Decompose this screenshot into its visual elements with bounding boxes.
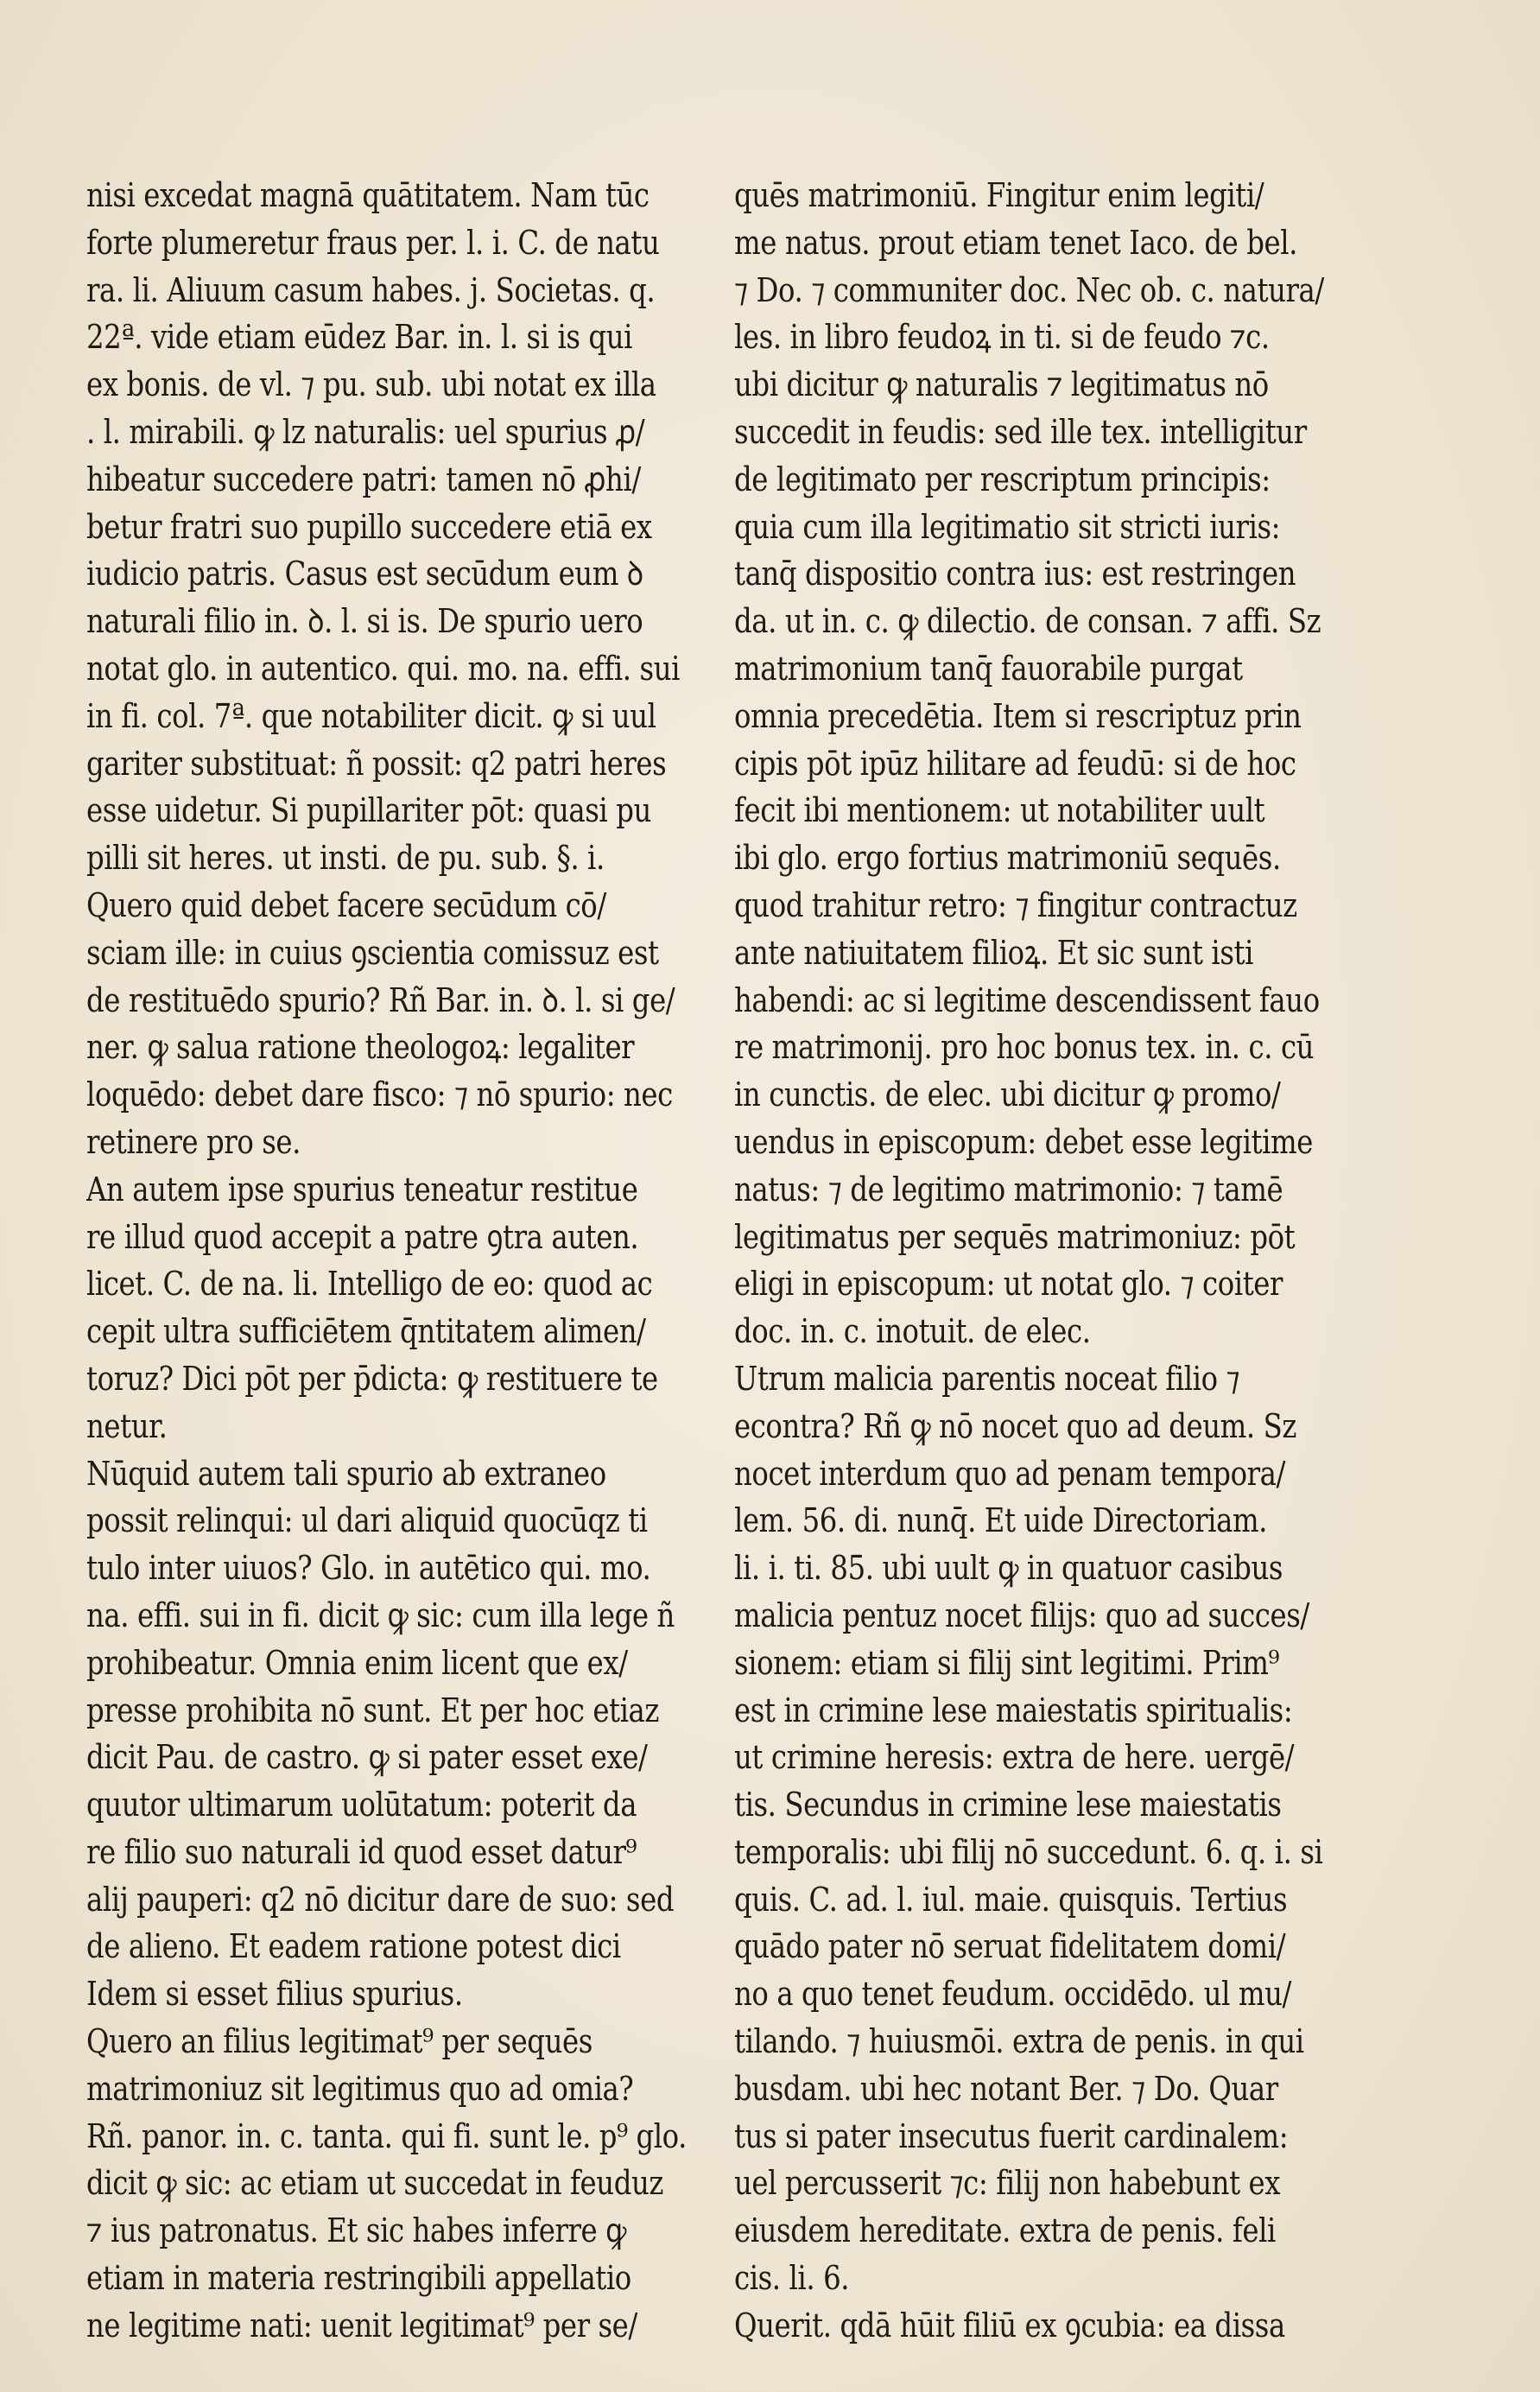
text-line: prohibeatur. Omnia enim licent que ex/	[86, 1643, 628, 1683]
text-line: esse uidetur. Si pupillariter pōt: quasi pu	[86, 791, 651, 831]
text-line: da. ut in. c. ꝙ dilectio. de consan. ⁊ affi. Sz	[734, 602, 1321, 642]
text-line: retinere pro se.	[86, 1122, 301, 1162]
text-line: alij pauperi: q2 nō dicitur dare de suo: sed	[86, 1880, 675, 1919]
text-line: tilando. ⁊ huiusmōi. extra de penis. in qui	[734, 2022, 1304, 2062]
text-line: forte plumeretur fraus per. l. i. C. de natu	[86, 223, 660, 263]
text-line: tulo inter uiuos? Glo. in autētico qui. mo.	[86, 1549, 651, 1589]
text-line: eiusdem hereditate. extra de penis. feli	[734, 2211, 1276, 2251]
text-line: uel percusserit ⁊c: filij non habebunt ex	[734, 2164, 1281, 2204]
text-line: . l. mirabili. ꝙ lz naturalis: uel spurius ꝓ/	[86, 412, 645, 452]
text-line: Utrum malicia parentis noceat filio ⁊	[734, 1359, 1240, 1399]
text-line: fecit ibi mentionem: ut notabiliter uult	[734, 791, 1265, 831]
text-line: nocet interdum quo ad penam tempora/	[734, 1454, 1286, 1494]
text-line: econtra? Rñ ꝙ nō nocet quo ad deum. Sz	[734, 1406, 1297, 1446]
text-line: betur fratri suo pupillo succedere etiā ex	[86, 507, 652, 547]
text-line: me natus. prout etiam tenet Iaco. de bel.	[734, 223, 1297, 263]
text-line: netur.	[86, 1406, 168, 1446]
text-line: hibeatur succedere patri: tamen nō ꝓhi/	[86, 460, 641, 499]
text-line: Quero an filius legitimat⁹ per sequēs	[86, 2022, 593, 2062]
text-line: cepit ultra sufficiētem q̄ntitatem alimen/	[86, 1312, 646, 1352]
text-line: pilli sit heres. ut insti. de pu. sub. §. i.	[86, 839, 605, 879]
text-line: sciam ille: in cuius ꝯscientia comissuz est	[86, 933, 659, 973]
text-line: uendus in episcopum: debet esse legitime	[734, 1122, 1313, 1162]
text-line: busdam. ubi hec notant Ber. ⁊ Do. Quar	[734, 2069, 1278, 2109]
text-line: de alieno. Et eadem ratione potest dici	[86, 1927, 621, 1967]
text-line: quādo pater nō seruat fidelitatem domi/	[734, 1927, 1286, 1967]
text-line: eligi in episcopum: ut notat glo. ⁊ coiter	[734, 1265, 1283, 1304]
text-line: quia cum illa legitimatio sit stricti iuris:	[734, 507, 1281, 547]
text-line: sionem: etiam si filij sint legitimi. Prim⁹	[734, 1643, 1280, 1683]
text-line: Quero quid debet facere secūdum cō/	[86, 885, 606, 925]
text-line: ⁊ ius patronatus. Et sic habes inferre ꝙ	[86, 2211, 626, 2251]
text-line: re filio suo naturali id quod esset datur⁹	[86, 1832, 637, 1872]
text-line: quis. C. ad. l. iul. maie. quisquis. Tertius	[734, 1880, 1288, 1919]
text-line: re illud quod accepit a patre ꝯtra auten.	[86, 1217, 639, 1257]
text-line: licet. C. de na. li. Intelligo de eo: quod ac	[86, 1265, 653, 1304]
text-line: succedit in feudis: sed ille tex. intelligitur	[734, 412, 1307, 452]
text-line: re matrimonij. pro hoc bonus tex. in. c. cū	[734, 1028, 1315, 1068]
text-line: nisi excedat magnā quātitatem. Nam tūc	[86, 176, 650, 215]
text-line: cipis pōt ipūz hilitare ad feudū: si de hoc	[734, 744, 1296, 784]
text-line: malicia pentuz nocet filijs: quo ad succes/	[734, 1596, 1309, 1635]
text-line: in cunctis. de elec. ubi dicitur ꝙ promo/	[734, 1075, 1281, 1115]
text-line: An autem ipse spurius teneatur restitue	[86, 1170, 638, 1209]
text-line: ner. ꝙ salua ratione theologoꝝ: legaliter	[86, 1028, 635, 1068]
text-line: de restituēdo spurio? Rñ Bar. in. ꝺ. l. si ge/	[86, 980, 675, 1020]
text-line: tis. Secundus in crimine lese maiestatis	[734, 1786, 1282, 1825]
text-line: Querit. qdā hūit filiū ex ꝯcubia: ea dissa	[734, 2306, 1285, 2345]
text-line: ex bonis. de vl. ⁊ pu. sub. ubi notat ex illa	[86, 365, 656, 405]
text-line: Rñ. panor. in. c. tanta. qui fi. sunt le. p⁹ glo.	[86, 2116, 688, 2156]
text-line: naturali filio in. ꝺ. l. si is. De spurio uero	[86, 602, 643, 642]
text-line: Nūquid autem tali spurio ab extraneo	[86, 1454, 606, 1494]
text-line: iudicio patris. Casus est secūdum eum ꝺ	[86, 555, 643, 594]
text-line: ubi dicitur ꝙ naturalis ⁊ legitimatus nō	[734, 365, 1269, 405]
text-line: lem. 56. di. nunq̄. Et uide Directoriam.	[734, 1501, 1268, 1541]
text-line: quod trahitur retro: ⁊ fingitur contractuz	[734, 885, 1297, 925]
text-line: notat glo. in autentico. qui. mo. na. effi. sui	[86, 649, 681, 688]
text-line: toruz? Dici pōt per p̄dicta: ꝙ restituere te	[86, 1359, 658, 1399]
text-line: doc. in. c. inotuit. de elec.	[734, 1312, 1091, 1352]
text-line: 22ª. vide etiam eūdez Bar. in. l. si is qui	[86, 318, 633, 358]
text-line: loquēdo: debet dare fisco: ⁊ nō spurio: nec	[86, 1075, 673, 1115]
text-line: in fi. col. 7ª. que notabiliter dicit. ꝙ si uul	[86, 696, 656, 736]
text-line: dicit ꝙ sic: ac etiam ut succedat in feuduz	[86, 2164, 664, 2204]
text-line: ut crimine heresis: extra de here. uergē/	[734, 1738, 1295, 1778]
text-line: possit relinqui: ul dari aliquid quocūqz ti	[86, 1501, 648, 1541]
text-line: ante natiuitatem filioꝝ. Et sic sunt isti	[734, 933, 1254, 973]
left-text-column	[86, 173, 751, 2351]
text-line: ne legitime nati: uenit legitimat⁹ per se/	[86, 2306, 637, 2345]
text-line: les. in libro feudoꝝ in ti. si de feudo ⁊c.	[734, 318, 1270, 358]
text-line: matrimoniuz sit legitimus quo ad omia?	[86, 2069, 634, 2109]
text-line: tanq̄ dispositio contra ius: est restringen	[734, 555, 1296, 594]
text-line: ra. li. Aliuum casum habes. j. Societas. q.	[86, 270, 656, 310]
text-line: legitimatus per sequēs matrimoniuz: pōt	[734, 1217, 1296, 1257]
right-text-column	[734, 173, 1399, 2351]
text-line: quēs matrimoniū. Fingitur enim legiti/	[734, 176, 1264, 215]
text-line: est in crimine lese maiestatis spiritualis:	[734, 1691, 1293, 1730]
text-line: presse prohibita nō sunt. Et per hoc etiaz	[86, 1691, 660, 1730]
text-line: li. i. ti. 85. ubi uult ꝙ in quatuor casibus	[734, 1549, 1283, 1589]
text-line: natus: ⁊ de legitimo matrimonio: ⁊ tamē	[734, 1170, 1283, 1209]
text-line: ibi glo. ergo fortius matrimoniū sequēs.	[734, 839, 1281, 879]
text-line: Idem si esset filius spurius.	[86, 1975, 463, 2014]
text-line: cis. li. 6.	[734, 2259, 850, 2299]
text-line: gariter substituat: ñ possit: q2 patri heres	[86, 744, 667, 784]
text-line: matrimonium tanq̄ fauorabile purgat	[734, 649, 1243, 688]
text-line: quutor ultimarum uolūtatum: poterit da	[86, 1786, 637, 1825]
text-line: de legitimato per rescriptum principis:	[734, 460, 1271, 499]
text-line: habendi: ac si legitime descendissent fauo	[734, 980, 1320, 1020]
text-line: na. effi. sui in fi. dicit ꝙ sic: cum illa lege ñ	[86, 1596, 675, 1635]
text-line: no a quo tenet feudum. occidēdo. ul mu/	[734, 1975, 1292, 2014]
text-line: tus si pater insecutus fuerit cardinalem:	[734, 2116, 1289, 2156]
text-line: etiam in materia restringibili appellatio	[86, 2259, 631, 2299]
text-line: temporalis: ubi filij nō succedunt. 6. q. i. si	[734, 1832, 1323, 1872]
text-line: ⁊ Do. ⁊ communiter doc. Nec ob. c. natura/	[734, 270, 1324, 310]
text-line: dicit Pau. de castro. ꝙ si pater esset exe/	[86, 1738, 648, 1778]
text-line: omnia precedētia. Item si rescriptuz prin	[734, 696, 1302, 736]
